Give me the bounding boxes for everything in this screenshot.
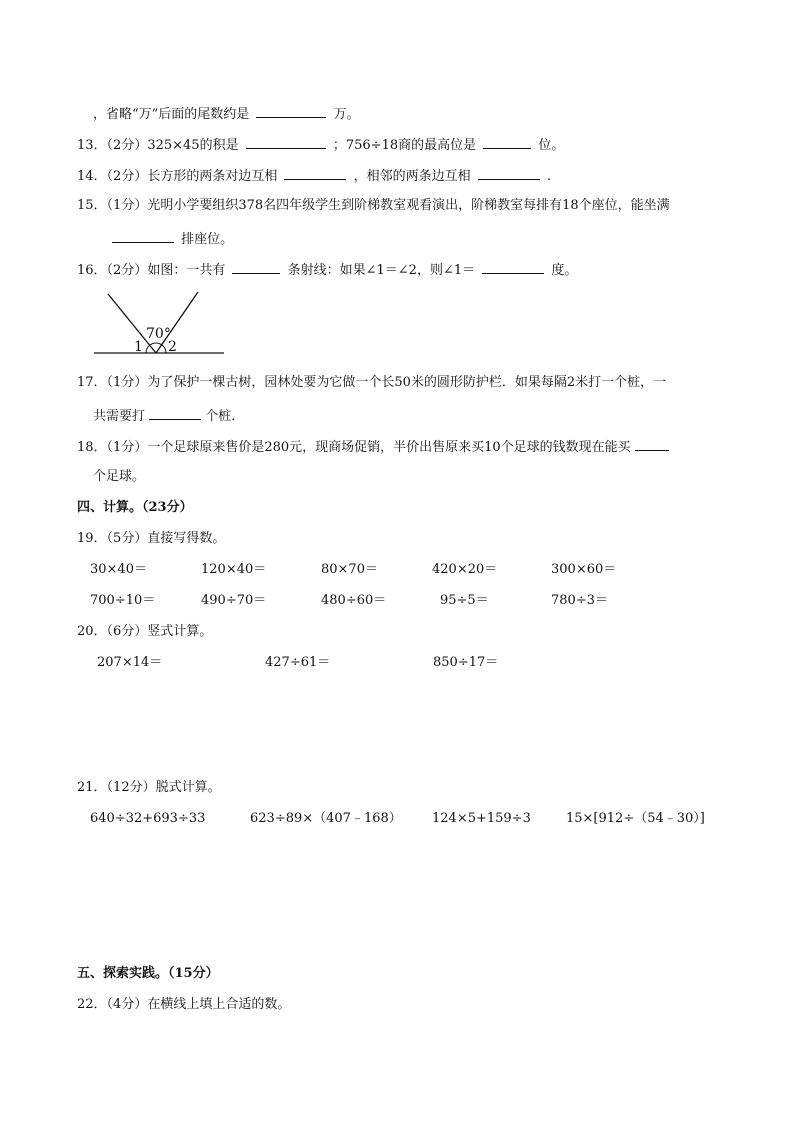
vertical-calc-item: 850÷17＝: [433, 655, 499, 670]
answer-blank[interactable]: [284, 167, 346, 180]
question-18-line2: 个足球。: [93, 469, 146, 484]
answer-blank[interactable]: [112, 230, 174, 243]
calc-item: 420×20＝: [432, 562, 498, 577]
question-19: 19．（5分）直接写得数。: [77, 531, 226, 546]
answer-blank[interactable]: [635, 438, 669, 451]
answer-blank[interactable]: [256, 105, 326, 118]
answer-blank[interactable]: [232, 261, 280, 274]
question-13: 13．（2分）325×45的积是 ；756÷18商的最高位是 位。: [77, 138, 565, 153]
calc-item: 490÷70＝: [201, 593, 267, 608]
section-4-title: 四、计算。（23分）: [77, 500, 193, 515]
answer-blank[interactable]: [482, 261, 544, 274]
vertical-calc-item: 427÷61＝: [265, 655, 331, 670]
question-21: 21．（12分）脱式计算。: [77, 780, 221, 795]
question-20: 20．（6分）竖式计算。: [77, 624, 213, 639]
angle-label-2: 2: [168, 339, 177, 355]
question-17: 17．（1分）为了保护一棵古树，园林处要为它做一个长50米的圆形防护栏．如果每隔2米打一个桩，一: [77, 375, 667, 390]
question-15: 15．（1分）光明小学要组织378名四年级学生到阶梯教室观看演出，阶梯教室每排有18个座位，能坐满: [77, 198, 670, 213]
stepwise-calc-item: 124×5+159÷3: [432, 811, 531, 826]
calc-item: 480÷60＝: [321, 593, 387, 608]
calc-item: 700÷10＝: [90, 593, 156, 608]
angle-label-70: 70°: [146, 326, 171, 342]
question-17-line2: 共需要打 个桩．: [93, 409, 245, 424]
question-22: 22．（4分）在横线上填上合适的数。: [77, 997, 291, 1012]
stepwise-calc-item: 623÷89×（407﹣168）: [250, 811, 402, 826]
calc-item: 95÷5＝: [440, 593, 489, 608]
answer-blank[interactable]: [483, 136, 531, 149]
angle-label-1: 1: [134, 339, 143, 355]
stepwise-calc-item: 15×[912÷（54﹣30）]: [566, 811, 705, 826]
question-18: 18．（1分）一个足球原来售价是280元，现商场促销，半价出售原来买10个足球的钱数现在能买: [77, 438, 669, 456]
answer-blank[interactable]: [149, 407, 201, 420]
q12-continuation: ，省略“万”后面的尾数约是 万。: [93, 107, 360, 122]
question-16: 16．（2分）如图：一共有 条射线：如果∠1＝∠2，则∠1＝ 度。: [77, 263, 578, 278]
section-5-title: 五、探索实践。（15分）: [77, 966, 219, 981]
vertical-calc-item: 207×14＝: [97, 655, 163, 670]
answer-blank[interactable]: [478, 167, 540, 180]
stepwise-calc-item: 640÷32+693÷33: [90, 811, 206, 826]
calc-item: 780÷3＝: [551, 593, 608, 608]
calc-item: 30×40＝: [90, 562, 147, 577]
angle-figure: [94, 288, 226, 358]
calc-item: 300×60＝: [551, 562, 617, 577]
question-15-line2: 排座位。: [112, 230, 233, 248]
answer-blank[interactable]: [246, 136, 326, 149]
question-14: 14．（2分）长方形的两条对边互相 ，相邻的两条边互相 .: [77, 169, 552, 184]
calc-item: 120×40＝: [201, 562, 267, 577]
calc-item: 80×70＝: [321, 562, 378, 577]
